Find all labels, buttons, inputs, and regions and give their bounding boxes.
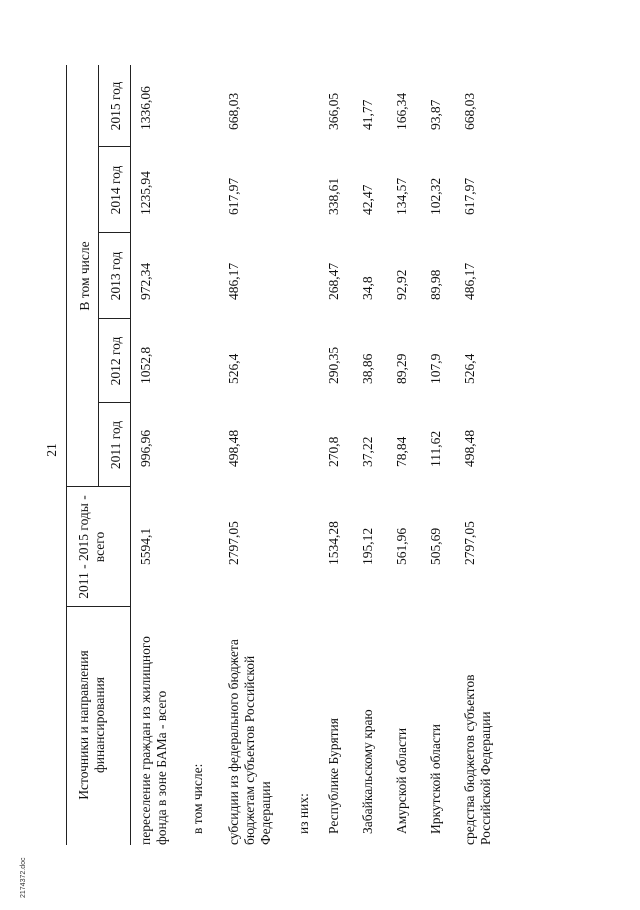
footer	[20, 820, 32, 910]
row-value: 972,34	[138, 262, 153, 300]
row-label: средства бюджетов субъектов Российской Федерации	[462, 674, 493, 845]
row-total: 2797,05	[462, 521, 477, 565]
header-year-2014: 2014 год	[108, 165, 123, 215]
row-value: 617,97	[462, 177, 477, 215]
row-value: 270,8	[326, 436, 341, 467]
row-value: 668,03	[462, 92, 477, 130]
row-label: Забайкальскому краю	[360, 709, 375, 834]
row-value: 134,57	[394, 177, 409, 215]
row-value: 996,96	[138, 429, 153, 467]
row-total: 195,12	[360, 527, 375, 565]
row-value: 617,97	[226, 177, 241, 215]
header-incl: В том числе	[77, 241, 92, 311]
row-value: 111,62	[428, 430, 443, 467]
row-label: Республике Бурятия	[326, 718, 341, 834]
header-year-2012: 2012 год	[108, 336, 123, 386]
row-value: 89,98	[428, 269, 443, 300]
row-value: 42,47	[360, 184, 375, 215]
row-value: 37,22	[360, 436, 375, 467]
table-top-line	[66, 65, 67, 845]
header-year-2013: 2013 год	[108, 251, 123, 301]
row-value: 366,05	[326, 92, 341, 130]
row-label: из них:	[296, 793, 311, 834]
header-year-2015: 2015 год	[108, 81, 123, 131]
row-value: 89,29	[394, 353, 409, 384]
row-value: 498,48	[226, 429, 241, 467]
row-value: 338,61	[326, 177, 341, 215]
row-value: 1336,06	[138, 86, 153, 130]
row-value: 107,9	[428, 353, 443, 384]
row-label: переселение граждан из жилищного фонда в зоне БАМа - всего	[138, 636, 169, 845]
col-divider-1	[66, 606, 130, 607]
page-number: 21	[44, 443, 59, 457]
header-total: 2011 - 2015 годы - всего	[76, 495, 107, 599]
row-value: 268,47	[326, 262, 341, 300]
row-value: 526,4	[462, 353, 477, 384]
row-value: 1052,8	[138, 346, 153, 384]
footer-filename: 2174372.doc	[20, 857, 27, 898]
row-total: 505,69	[428, 527, 443, 565]
header-year-2011: 2011 год	[108, 420, 123, 470]
row-label: в том числе:	[190, 763, 205, 834]
row-value: 498,48	[462, 429, 477, 467]
row-value: 526,4	[226, 353, 241, 384]
row-value: 102,32	[428, 177, 443, 215]
row-label: субсидии из федерального бюджета бюджетам субъектов Российской Федерации	[226, 639, 273, 845]
row-value: 486,17	[226, 262, 241, 300]
row-value: 1235,94	[138, 171, 153, 215]
row-value: 41,77	[360, 99, 375, 130]
header-source: Источники и направления финансирования	[76, 650, 107, 800]
header-bottom-line	[130, 65, 131, 845]
row-value: 93,87	[428, 99, 443, 130]
row-value: 92,92	[394, 269, 409, 300]
row-total: 5594,1	[138, 527, 153, 565]
row-total: 1534,28	[326, 521, 341, 565]
row-total: 561,96	[394, 527, 409, 565]
row-value: 38,86	[360, 353, 375, 384]
row-label: Амурской области	[394, 727, 409, 834]
row-value: 486,17	[462, 262, 477, 300]
row-value: 668,03	[226, 92, 241, 130]
row-value: 166,34	[394, 92, 409, 130]
row-value: 290,35	[326, 346, 341, 384]
row-total: 2797,05	[226, 521, 241, 565]
incl-divider-line	[98, 65, 99, 487]
row-value: 34,8	[360, 276, 375, 300]
row-value: 78,84	[394, 436, 409, 467]
row-label: Иркутской области	[428, 723, 443, 834]
